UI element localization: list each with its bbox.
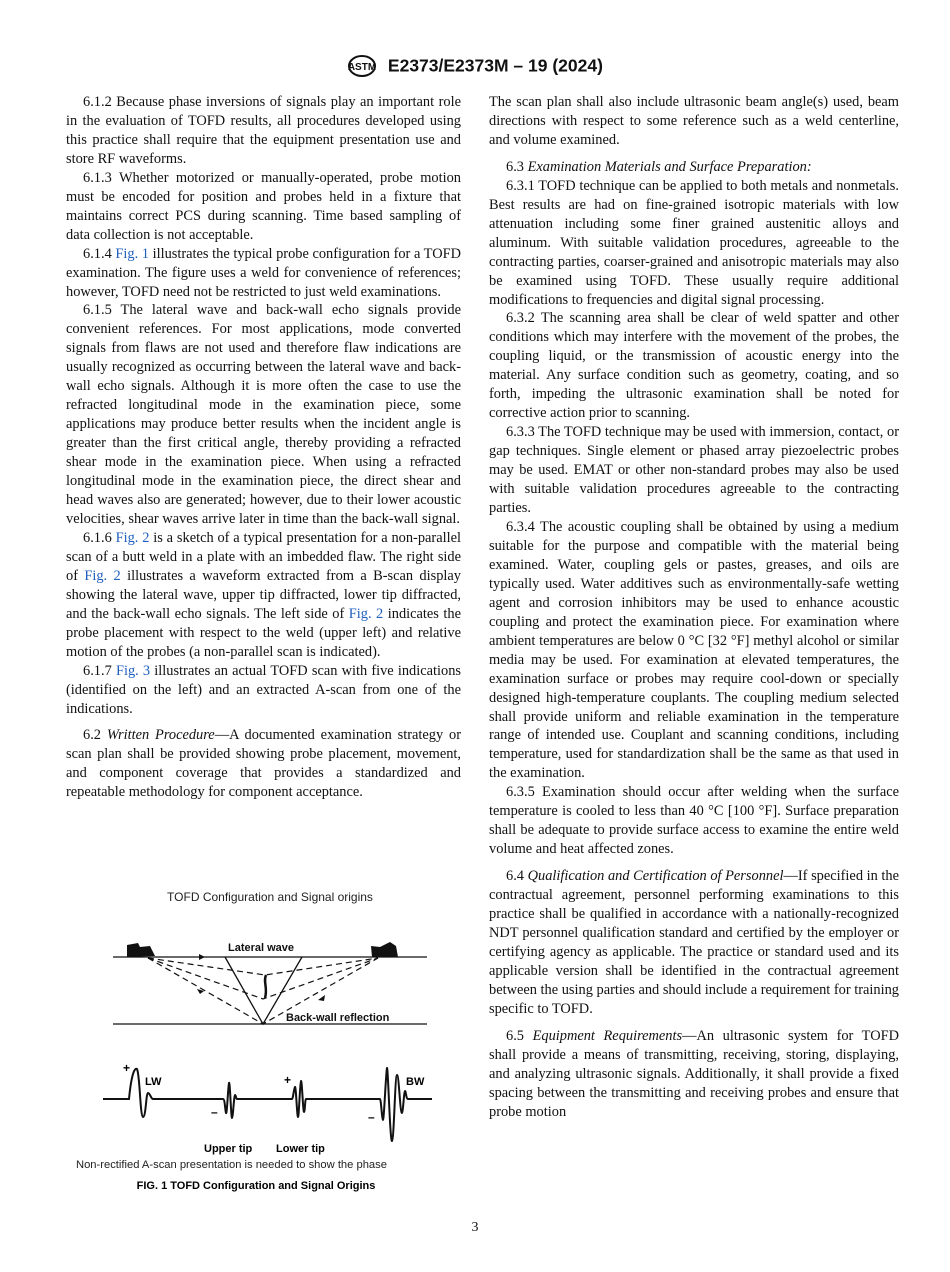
paragraph-text: —A documented examination strategy or scan plan shall be provided showing probe placement, movement, and component coverage that provides a standardized and repeatable methodology for component acceptance.: [66, 727, 462, 801]
section-heading: Written Procedure: [106, 727, 215, 744]
flaw-icon: [265, 975, 266, 998]
paragraph-text: 6.1.3 Whether motorized or manually-operated, probe motion must be encoded for position and probes held in a fixture that maintains correct PCS during scanning. Time based sampling of data collection is not acceptable.: [66, 169, 461, 243]
paragraph-text: 6.3: [506, 158, 528, 175]
paragraph-text: 6.5: [506, 1027, 533, 1044]
document-designation: E2373/E2373M – 19 (2024): [387, 55, 603, 76]
paragraph-text: 6.3.2 The scanning area shall be clear of weld spatter and other conditions which may interfere with the movement of the probes, the coupling liquid, or the transmission of acoustic energy into the material. Any surface condition such as geometry, coating, and so forth, impeding the ultrasonic examination shall be noted for corrective action prior to scanning.: [489, 310, 899, 422]
paragraph-text: is a sketch of a typical presentation for a non-parallel scan of a butt weld in a plate with an imbedded flaw. The right side of: [66, 529, 461, 584]
figure-link[interactable]: Fig. 1: [115, 245, 149, 262]
paragraph: [489, 867, 899, 1019]
figure-link[interactable]: Fig. 3: [115, 662, 151, 679]
paragraph: [66, 662, 461, 719]
paragraph: [489, 1027, 899, 1122]
upper-tip-minus-sign: –: [211, 1105, 218, 1119]
paragraph-text: 6.1.6: [83, 529, 116, 546]
paragraph-text: 6.3.3 The TOFD technique may be used with immersion, contact, or gap techniques. Single element or phased array piezoelectric probes may be used. EMAT or other non-standard probes may also be used with suitable validation procedures agreeable to the contracting parties.: [489, 424, 899, 517]
paragraph-text: 6.3.4 The acoustic coupling shall be obtained by using a medium suitable for the purpose and compatible with the material being examined. Water, coupling gels or pastes, greases, and oils are typically used. Water additives such as environmentally-safe wetting agent and corrosion inhibitors may be used to enhance acoustic coupling and protect the examination piece. For examination where ambient temperatures are below 0 °C [32 °F] methyl alcohol or similar media may be used. For examination at elevated temperatures, the examination surface or probes may require cool-down or specially designed high-temperature couplants. The coupling medium selected shall provide uniform and reliable examination in the temperature range of intended use. Couplant and scanning conditions, including temperature, used for standardization shall be the same as that used in the examination.: [489, 518, 899, 782]
bw-minus-sign: –: [368, 1110, 375, 1124]
paragraph-text: illustrates a waveform extracted from a B-scan display showing the lateral wave, upper tip diffracted, lower tip diffracted, and the back-wall echo signals. The left side of: [66, 567, 461, 622]
page-header: [0, 54, 950, 78]
lw-label: LW: [145, 1076, 162, 1088]
lower-tip-label: Lower tip: [276, 1143, 325, 1155]
figure-link[interactable]: Fig. 2: [348, 605, 384, 622]
lower-tip-plus-sign: +: [284, 1073, 292, 1087]
paragraph-text: indicates the probe placement with respect to the weld (upper left) and relative motion of the probes (a non-parallel scan is indicated).: [66, 605, 461, 660]
right-column: [489, 93, 899, 1122]
arrow-icon: [197, 954, 325, 1001]
paragraph: [489, 783, 899, 859]
paragraph: [66, 726, 461, 802]
paragraph-text: 6.1.2 Because phase inversions of signals play an important role in the evaluation of TOFD results, all procedures developed using this practice shall require that the equipment presentation use and store RF waveforms.: [66, 94, 461, 167]
section-heading: Examination Materials and Surface Preparation:: [527, 158, 812, 175]
paragraph: [66, 301, 461, 528]
paragraph: [66, 529, 461, 662]
paragraph: [66, 169, 461, 245]
paragraph-text: 6.1.7: [83, 662, 116, 679]
section-heading: Equipment Requirements: [532, 1027, 683, 1044]
paragraph-text: 6.3.1 TOFD technique can be applied to both metals and nonmetals. Best results are had on fine-grained isotropic materials with low attenuation including some finer grained austenitic alloys and aluminum. With suitable validation procedures, agreeable to the contracting parties, coarser-grained and anisotropic materials may also be examined using TOFD. These usually require additional modifications to frequencies and digital signal processing.: [489, 177, 899, 308]
paragraph: [66, 93, 461, 169]
figure-title: TOFD Configuration and Signal origins: [167, 890, 373, 904]
receiver-probe-icon: [371, 942, 398, 957]
paragraph-text: 6.2: [83, 727, 107, 744]
paragraph-text: 6.4: [506, 868, 528, 885]
paragraph-text: The scan plan shall also include ultrasonic beam angle(s) used, beam directions with respect to some reference such as a weld centerline, and volume examined.: [489, 94, 899, 148]
page-number: 3: [471, 1220, 479, 1235]
paragraph: [489, 423, 899, 518]
figure-1-tofd-diagram: [60, 880, 460, 1200]
astm-logo-icon: [347, 54, 377, 78]
paragraph-text: 6.1.4: [83, 245, 116, 262]
paragraph-text: 6.1.5 The lateral wave and back-wall echo signals provide convenient references. For most applications, mode converted signals from flaws are not used and therefore flaw indications are usually recognized as occurring between the lateral wave and back-wall echo signals. Although it is more often the case to use the refracted longitudinal mode in the examination piece, some applications may produce better results when the incident angle is greater than the first critical angle, thereby providing a refracted shear mode in the examination piece. When using a refracted longitudinal mode in the examination piece, the direct shear and head waves also are generated; however, due to their lower acoustic velocities, shear waves arrive later in time than the back-wall signal.: [66, 302, 461, 527]
lw-plus-sign: +: [123, 1061, 131, 1075]
paragraph-text: 6.3.5 Examination should occur after welding when the surface temperature is cooled to less than 40 °C [100 °F]. Surface preparation shall be adequate to provide surface access to examine the entire weld volume and heat affected zones.: [489, 784, 899, 858]
left-column: [66, 93, 461, 802]
paragraph: [66, 245, 461, 302]
paragraph: [489, 177, 899, 310]
figure-link[interactable]: Fig. 2: [115, 529, 150, 546]
paragraph-text: —If specified in the contractual agreement, personnel performing examinations to this practice shall be qualified in accordance with a nationally-recognized NDT personnel qualification standard and certified by the employer or certifying agency as applicable. The practice or standard used and its applicable version shall be identified in the contractual agreement between the using parties and should include a requirement for training specific to TOFD.: [489, 868, 900, 1017]
lateral-wave-label: Lateral wave: [228, 942, 295, 954]
paragraph: [489, 93, 899, 150]
figure-note: Non-rectified A-scan presentation is needed to show the phase: [76, 1159, 387, 1171]
svg-text:ASTM: ASTM: [347, 62, 377, 73]
paragraph: [489, 309, 899, 423]
bw-label: BW: [406, 1076, 425, 1088]
paragraph: [489, 518, 899, 783]
paragraph-text: illustrates an actual TOFD scan with five indications (identified on the left) and an extracted A-scan from one of the indications.: [66, 662, 462, 717]
paragraph: [489, 158, 899, 177]
paragraph-text: —An ultrasonic system for TOFD shall provide a means of transmitting, receiving, storing, displaying, and analyzing ultrasonic signals. Additionally, it shall provide a fixed spacing between the transmitting and receiving probes and ensure that probe motion: [489, 1027, 899, 1120]
section-heading: Qualification and Certification of Personnel: [527, 868, 784, 885]
back-wall-label: Back-wall reflection: [286, 1012, 390, 1024]
upper-tip-label: Upper tip: [204, 1143, 253, 1155]
paragraph-text: illustrates the typical probe configuration for a TOFD examination. The figure uses a weld for convenience of references; however, TOFD need not be restricted to just weld examinations.: [66, 245, 461, 300]
figure-caption: FIG. 1 TOFD Configuration and Signal Origins: [136, 1180, 376, 1192]
transmitter-probe-icon: [127, 943, 155, 957]
figure-link[interactable]: Fig. 2: [84, 567, 121, 584]
